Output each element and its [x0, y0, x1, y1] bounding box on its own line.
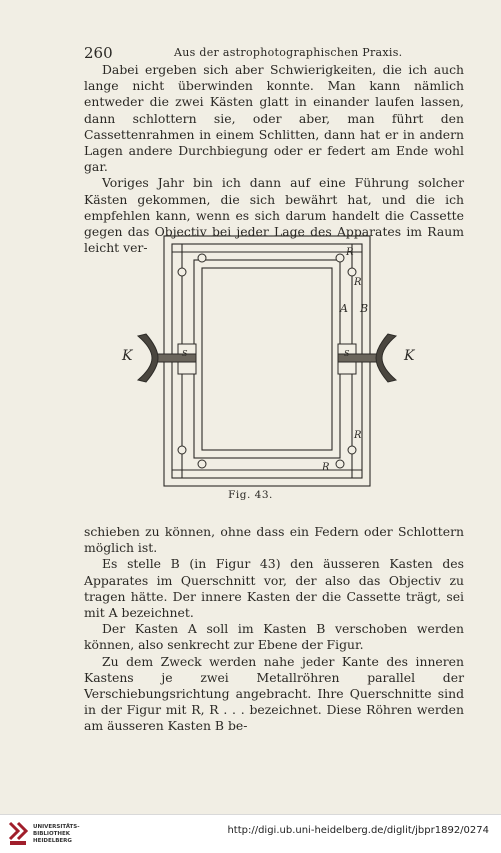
figure-43-diagram — [118, 232, 418, 494]
text-block-bottom — [84, 524, 464, 735]
logo-text-line: BIBLIOTHEK — [33, 830, 71, 837]
paragraph: schieben zu können, ohne dass ein Federn oder Schlottern möglich ist. — [84, 524, 464, 556]
tube-circle — [198, 254, 206, 262]
paragraph: Voriges Jahr bin ich dann auf eine Führung solcher Kästen gekommen, die sich bewährt hat, und die ich empfehlen kann, wenn es sich darum handelt die Cassette gegen das Objectiv bei jeder Lage des Apparates im Raum leicht ver- — [84, 175, 464, 256]
label-S-left: S — [182, 349, 188, 358]
label-A: A — [340, 302, 348, 315]
source-url-link[interactable]: http://digi.ub.uni-heidelberg.de/diglit/jbpr1892/0274 — [227, 825, 489, 836]
screw-shaft-left — [152, 354, 196, 362]
viewer-footer — [0, 814, 501, 853]
tube-circle — [336, 460, 344, 468]
logo-text-line: UNIVERSITÄTS- — [33, 824, 80, 830]
library-logo-text — [33, 824, 80, 844]
tube-circle — [178, 268, 186, 276]
label-S-right: S — [344, 349, 350, 358]
page-header — [84, 44, 464, 62]
text-block-top — [84, 62, 464, 256]
figure-caption: Fig. 43. — [228, 489, 273, 501]
label-R-lower: R — [354, 430, 362, 441]
inner-box-wall — [194, 260, 340, 458]
paragraph: Zu dem Zweck werden nahe jeder Kante des inneren Kastens je zwei Metallröhren parallel der Verschiebungsrichtung angebracht. Ihre Querschnitte sind in der Figur mit R, R . . . bezeichnet. Diese Röhren werden am äusseren Kasten B be- — [84, 653, 464, 734]
label-B: B — [360, 302, 369, 315]
paragraph: Es stelle B (in Figur 43) den äusseren Kasten des Apparates im Querschnitt vor, der also das Objectiv zu tragen hätte. Der innere Kasten der die Cassette trägt, sei mit A bezeichnet. — [84, 556, 464, 621]
tube-circle — [348, 446, 356, 454]
label-K-left: K — [122, 348, 133, 364]
tube-circle — [198, 460, 206, 468]
paragraph: Der Kasten A soll im Kasten B verschoben werden können, also senkrecht zur Ebene der Figur. — [84, 621, 464, 653]
inner-box-inner-wall — [202, 268, 332, 450]
wing-nut-right — [376, 334, 396, 382]
label-R-bottom: R — [322, 462, 330, 473]
label-R-top: R — [346, 247, 354, 258]
label-R-right: R — [354, 277, 362, 288]
tube-circle — [336, 254, 344, 262]
running-title: Aus der astrophotographischen Praxis. — [174, 46, 403, 59]
logo-text-line: HEIDELBERG — [33, 837, 72, 844]
label-K-right: K — [404, 348, 415, 364]
tube-circle — [348, 268, 356, 276]
library-logo-icon — [8, 821, 28, 847]
tube-circle — [178, 446, 186, 454]
outer-box-inner-wall — [172, 244, 362, 478]
paragraph: Dabei ergeben sich aber Schwierigkeiten, die ich auch lange nicht überwinden konnte. Man kann nämlich entweder die zwei Kästen glatt in einander laufen lassen, dann schlottern sie, oder aber, man führt den Cassettenrahmen in einem Schlitten, dann hat er in andern Lagen andere Durchbiegung oder er federt am Ende wohl gar. — [84, 62, 464, 175]
page-number: 260 — [84, 44, 113, 62]
wing-nut-left — [138, 334, 158, 382]
